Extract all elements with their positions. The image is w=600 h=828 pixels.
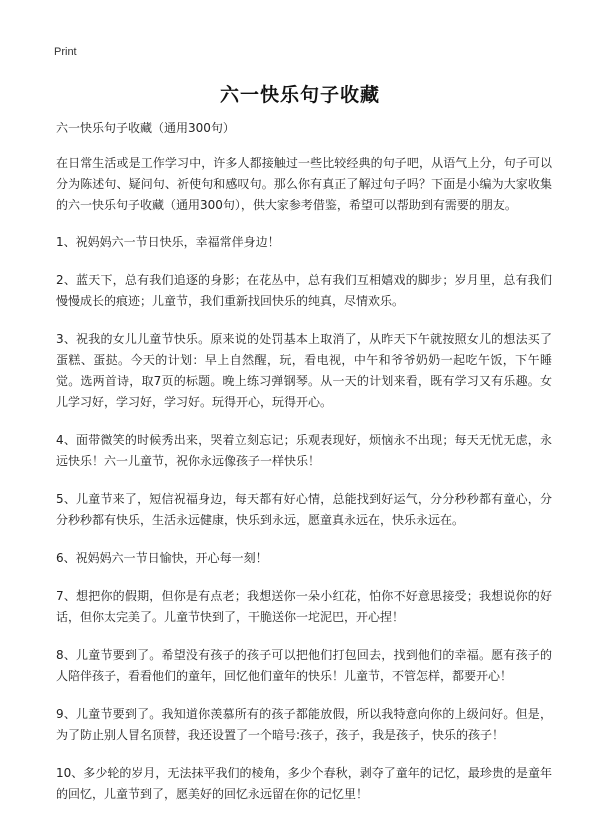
article-subtitle: 六一快乐句子收藏（通用300句） [56,121,235,135]
list-item: 4、面带微笑的时候秀出来，哭着立刻忘记；乐观表现好，烦恼永不出现；每天无忧无虑，永远快乐！六一儿童节，祝你永远像孩子一样快乐！ [56,433,552,468]
print-link[interactable]: Print [54,46,77,58]
list-item: 6、祝妈妈六一节日愉快，开心每一刻！ [56,551,268,565]
list-item: 5、儿童节来了，短信祝福身边，每天都有好心情，总能找到好运气，分分秒秒都有童心，分分秒秒都有快乐，生活永远健康，快乐到永远，愿童真永远在，快乐永远在。 [56,492,552,527]
list-item: 9、儿童节要到了。我知道你羡慕所有的孩子都能放假，所以我特意向你的上级问好。但是，为了防止别人冒名顶替，我还设置了一个暗号:孩子，孩子，我是孩子，快乐的孩子！ [56,707,552,742]
list-item: 10、多少轮的岁月，无法抹平我们的棱角，多少个春秋，剥夺了童年的记忆，最珍贵的是童年的回忆，儿童节到了，愿美好的回忆永远留在你的记忆里！ [56,766,552,801]
list-item: 1、祝妈妈六一节日快乐，幸福常伴身边！ [56,235,280,249]
list-item: 8、儿童节要到了。希望没有孩子的孩子可以把他们打包回去，找到他们的幸福。愿有孩子的人陪伴孩子，看看他们的童年，回忆他们童年的快乐！儿童节，不管怎样，都要开心！ [56,648,552,683]
intro-paragraph: 在日常生活或是工作学习中，许多人都接触过一些比较经典的句子吧，从语气上分，句子可以分为陈述句、疑问句、祈使句和感叹句。那么你有真正了解过句子吗？下面是小编为大家收集的六一快乐句子收藏（通用300句），供大家参考借鉴，希望可以帮助到有需要的朋友。 [56,156,552,212]
page-title: 六一快乐句子收藏 [219,84,380,106]
list-item: 2、蓝天下，总有我们追逐的身影；在花丛中，总有我们互相嬉戏的脚步；岁月里，总有我们慢慢成长的痕迹；儿童节，我们重新找回快乐的纯真，尽情欢乐。 [56,273,552,308]
list-item: 7、想把你的假期，但你是有点老；我想送你一朵小红花，怕你不好意思接受；我想说你的好话，但你太完美了。儿童节快到了，干脆送你一坨泥巴，开心捏！ [56,589,552,624]
article-body [56,118,552,822]
list-item: 3、祝我的女儿儿童节快乐。原来说的处罚基本上取消了，从昨天下午就按照女儿的想法买了蛋糕、蛋挞。今天的计划：早上自然醒，玩，看电视，中午和爷爷奶奶一起吃午饭，下午睡觉。选两首诗，取7页的标题。晚上练习弹钢琴。从一天的计划来看，既有学习又有乐趣。女儿学习好，学习好，学习好。玩得开心，玩得开心。 [56,332,552,409]
